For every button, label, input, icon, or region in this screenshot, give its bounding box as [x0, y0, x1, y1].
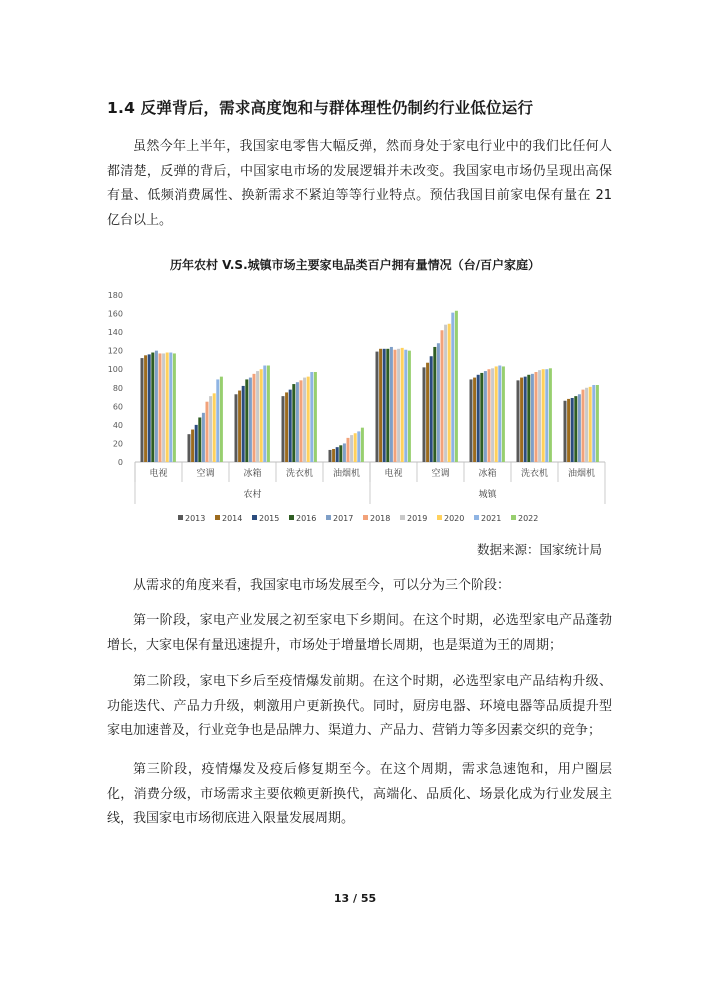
y-tick-label: 100 — [107, 365, 123, 375]
body-text-3: 第二阶段，家电下乡后至疫情爆发前期。在这个时期，必选型家电产品结构升级、功能迭代、产品力升级，刺激用户更新换代。同时，厨房电器、环境电器等品质提升型家电加速普及，行业竞争也是品牌力、渠道力、产品力、营销力等多因素交织的竞争； — [107, 674, 612, 738]
bar — [198, 417, 201, 462]
body-text-2: 第一阶段，家电产业发展之初至家电下乡期间。在这个时期，必选型家电产品蓬勃增长，大家电保有量迅速提升，市场处于增量增长周期，也是渠道为王的周期； — [107, 613, 612, 653]
body-para-2 — [107, 609, 612, 658]
category-label: 电视 — [384, 469, 403, 479]
bar — [292, 384, 295, 462]
bar — [484, 371, 487, 462]
bar — [263, 366, 266, 462]
bar — [296, 382, 299, 462]
bar — [448, 324, 451, 462]
page-number: 13 / 55 — [333, 892, 377, 905]
bar — [567, 399, 570, 462]
bar — [310, 372, 313, 462]
category-label: 空调 — [431, 469, 450, 479]
bar — [354, 433, 357, 462]
bar — [282, 396, 285, 462]
group-label: 农村 — [243, 490, 262, 500]
legend-label: 2014 — [222, 514, 243, 523]
data-source: 数据来源：国家统计局 — [476, 542, 602, 557]
body-para-1 — [107, 574, 612, 599]
bar — [249, 378, 252, 462]
bar — [502, 366, 505, 462]
bar — [253, 374, 256, 462]
y-tick-label: 180 — [107, 291, 123, 300]
bar — [213, 393, 216, 462]
category-label: 电视 — [149, 469, 168, 479]
bar — [477, 375, 480, 462]
body-text-4: 第三阶段，疫情爆发及疫后修复期至今。在这个周期，需求急速饱和，用户圈层化，消费分级，市场需求主要依赖更新换代，高端化、品质化、场景化成为行业发展主线，我国家电市场彻底进入限量发展周期。 — [107, 762, 612, 826]
bar — [571, 398, 574, 462]
bar — [564, 401, 567, 462]
bar — [404, 350, 407, 462]
category-label: 油烟机 — [332, 469, 361, 479]
bar — [433, 347, 436, 462]
legend-label: 2013 — [185, 514, 206, 523]
bar — [361, 428, 364, 462]
bar — [235, 394, 238, 462]
legend-swatch — [215, 515, 220, 520]
bar — [437, 343, 440, 462]
legend-label: 2018 — [370, 514, 391, 523]
bar — [517, 380, 520, 462]
bar — [169, 353, 172, 462]
bar — [188, 434, 191, 462]
bar — [542, 369, 545, 462]
bar — [455, 311, 458, 462]
bar — [470, 379, 473, 462]
bar — [155, 351, 158, 462]
bar — [191, 430, 194, 462]
bar — [256, 371, 259, 462]
bar — [245, 379, 248, 462]
bar — [383, 349, 386, 462]
legend-label: 2015 — [259, 514, 280, 523]
bar — [531, 374, 534, 462]
bar — [491, 368, 494, 462]
bar — [444, 325, 447, 462]
body-para-3 — [107, 670, 612, 744]
bar — [524, 377, 527, 462]
bar — [347, 438, 350, 462]
y-tick-label: 60 — [112, 402, 123, 412]
category-label: 冰箱 — [243, 469, 262, 479]
bar-chart — [100, 285, 610, 535]
bar — [332, 449, 335, 462]
bar — [480, 373, 483, 462]
bar — [582, 390, 585, 462]
intro-paragraph — [107, 135, 612, 233]
category-label: 空调 — [196, 469, 215, 479]
bar — [426, 363, 429, 462]
bar — [303, 378, 306, 462]
category-label: 冰箱 — [478, 469, 497, 479]
bar — [538, 370, 541, 462]
bar — [589, 387, 592, 462]
bar — [386, 349, 389, 462]
bar — [300, 380, 303, 462]
bar — [390, 347, 393, 462]
legend-swatch — [289, 515, 294, 520]
bar — [441, 330, 444, 462]
bar — [498, 366, 501, 462]
bar — [343, 443, 346, 462]
bar — [520, 378, 523, 462]
bar — [451, 313, 454, 462]
legend-label: 2019 — [407, 514, 428, 523]
bar — [379, 349, 382, 462]
bar — [173, 353, 176, 462]
bar — [376, 352, 379, 462]
bar — [488, 369, 491, 462]
legend-label: 2021 — [481, 514, 502, 523]
bar — [549, 368, 552, 462]
bar — [397, 349, 400, 462]
legend-swatch — [400, 515, 405, 520]
body-para-4 — [107, 758, 612, 832]
bar — [242, 386, 245, 462]
bar — [195, 425, 198, 462]
legend-swatch — [252, 515, 257, 520]
bar — [394, 350, 397, 462]
bar — [495, 366, 498, 462]
bar — [350, 435, 353, 462]
legend-label: 2017 — [333, 514, 354, 523]
legend-swatch — [363, 515, 368, 520]
bar — [408, 351, 411, 462]
bar — [267, 366, 270, 462]
bar — [162, 353, 165, 462]
bar — [238, 391, 241, 462]
legend-label: 2020 — [444, 514, 465, 523]
bar — [209, 396, 212, 462]
category-label: 洗衣机 — [285, 469, 314, 479]
category-label: 油烟机 — [567, 469, 596, 479]
bar — [535, 372, 538, 462]
bar — [578, 394, 581, 462]
legend-swatch — [178, 515, 183, 520]
bar — [144, 355, 147, 462]
bar — [592, 385, 595, 462]
legend-label: 2022 — [518, 514, 539, 523]
bar — [307, 377, 310, 462]
bar — [206, 402, 209, 462]
y-tick-label: 160 — [107, 309, 123, 319]
y-tick-label: 0 — [117, 458, 123, 467]
bar — [166, 353, 169, 462]
bar — [329, 450, 332, 462]
legend-swatch — [474, 515, 479, 520]
bar — [423, 367, 426, 462]
bar — [545, 369, 548, 462]
bar — [314, 372, 317, 462]
bar — [220, 377, 223, 462]
bar — [585, 388, 588, 462]
bar — [401, 348, 404, 462]
category-label: 洗衣机 — [520, 469, 549, 479]
legend-swatch — [437, 515, 442, 520]
bar — [289, 390, 292, 462]
bar — [336, 447, 339, 462]
legend-label: 2016 — [296, 514, 317, 523]
body-text-1: 从需求的角度来看，我国家电市场发展至今，可以分为三个阶段： — [133, 578, 511, 593]
legend-swatch — [326, 515, 331, 520]
bar — [339, 445, 342, 462]
bar — [430, 356, 433, 462]
bar — [527, 375, 530, 462]
bar — [596, 385, 599, 462]
bar — [148, 354, 151, 462]
bar — [285, 392, 288, 462]
intro-text: 虽然今年上半年，我国家电零售大幅反弹，然而身处于家电行业中的我们比任何人都清楚，反弹的背后，中国家电市场的发展逻辑并未改变。我国家电市场仍呈现出高保有量、低频消费属性、换新需求不紧迫等等行业特点。预估我国目前家电保有量在 21 亿台以上。 — [107, 139, 612, 228]
y-tick-label: 40 — [112, 420, 123, 430]
bar — [357, 431, 360, 462]
bar — [216, 379, 219, 462]
bar — [260, 369, 263, 462]
bar — [202, 413, 205, 462]
chart-title: 历年农村 V.S.城镇市场主要家电品类百户拥有量情况（台/百户家庭） — [169, 258, 541, 272]
legend-swatch — [511, 515, 516, 520]
group-label: 城镇 — [478, 490, 497, 500]
y-tick-label: 20 — [112, 439, 123, 449]
bar — [574, 396, 577, 462]
section-title: 1.4 反弹背后，需求高度饱和与群体理性仍制约行业低位运行 — [107, 99, 534, 117]
bar — [141, 358, 144, 462]
bar — [159, 353, 162, 462]
y-tick-label: 120 — [107, 346, 123, 356]
bar — [151, 353, 154, 462]
bar — [473, 378, 476, 462]
y-tick-label: 80 — [112, 383, 123, 393]
y-tick-label: 140 — [107, 328, 123, 338]
